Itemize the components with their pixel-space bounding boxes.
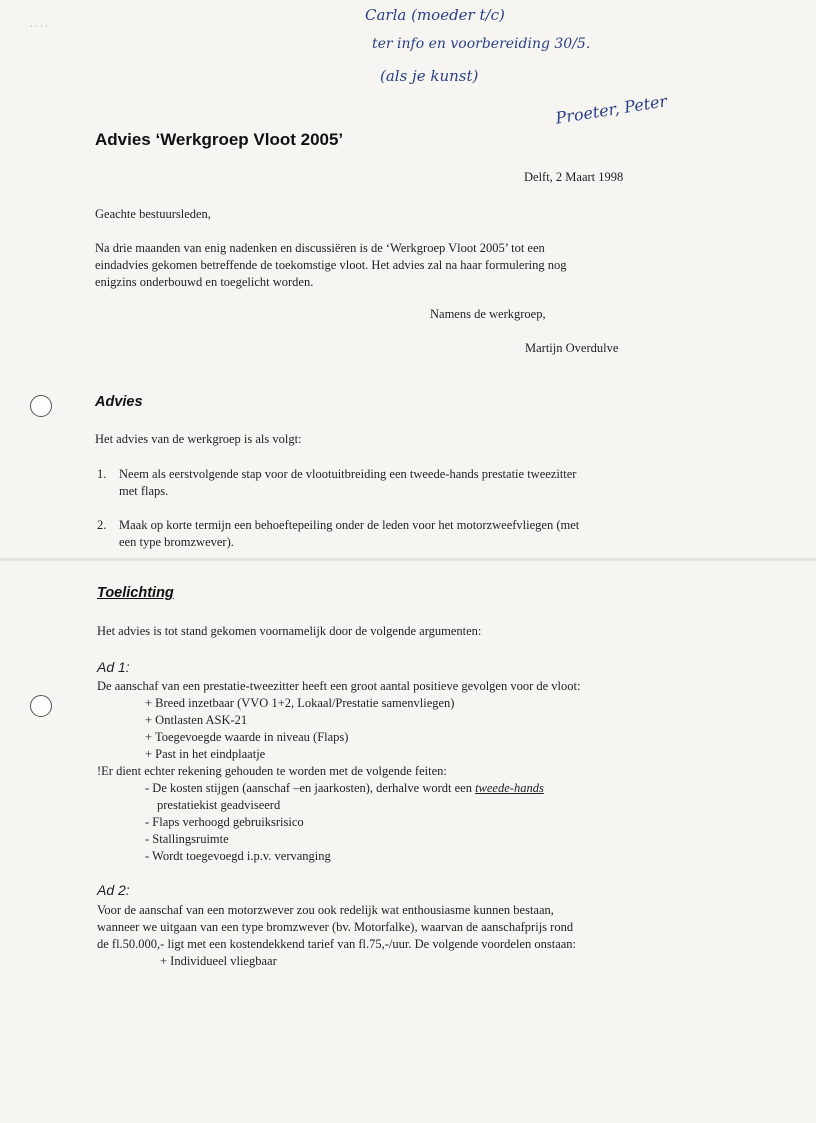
advies-item-line: met flaps. bbox=[119, 484, 169, 498]
ad2-line-3: de fl.50.000,- ligt met een kostendekkend tarief van fl.75,-/uur. De volgende voordelen onstaan: bbox=[97, 937, 577, 951]
advies-item-number: 1. bbox=[97, 467, 107, 481]
fact-emphasis: tweede-hands bbox=[475, 781, 544, 795]
ad2-line-1: Voor de aanschaf van een motorzwever zou ook redelijk wat enthousiasme kunnen bestaan, bbox=[97, 903, 554, 917]
handwritten-signature: Proeter, Peter bbox=[554, 91, 669, 128]
advies-item-2 bbox=[97, 517, 677, 551]
ad1-fact-costs bbox=[145, 780, 544, 797]
ad1-intro: De aanschaf van een prestatie-tweezitter heeft een groot aantal positieve gevolgen voor de vloot: bbox=[97, 679, 581, 693]
ad1-pro: + Ontlasten ASK-21 bbox=[145, 713, 248, 727]
author: Martijn Overdulve bbox=[525, 341, 619, 355]
date-line: Delft, 2 Maart 1998 bbox=[524, 170, 624, 184]
advies-item-line: een type bromzwever). bbox=[119, 535, 234, 549]
document-title: Advies ‘Werkgroep Vloot 2005’ bbox=[95, 130, 344, 149]
ad1-con: - Wordt toegevoegd i.p.v. vervanging bbox=[145, 849, 331, 863]
intro-line-2: eindadvies gekomen betreffende de toekomstige vloot. Het advies zal na haar formulering nog bbox=[95, 258, 567, 272]
toelichting-heading: Toelichting bbox=[97, 585, 174, 601]
handwritten-line-2: ter info en voorbereiding 30/5. bbox=[372, 36, 591, 52]
ad1-fact-costs-cont: prestatiekist geadviseerd bbox=[157, 798, 281, 812]
toelichting-intro: Het advies is tot stand gekomen voornamelijk door de volgende argumenten: bbox=[97, 624, 482, 638]
ad1-label: Ad 1: bbox=[97, 659, 130, 675]
corner-smudge: · · · · bbox=[30, 22, 48, 31]
ad1-pro: + Past in het eindplaatje bbox=[145, 747, 266, 761]
punch-hole-upper bbox=[30, 395, 52, 417]
advies-item-1 bbox=[97, 466, 677, 500]
advies-heading: Advies bbox=[95, 394, 143, 410]
paper-fold bbox=[0, 558, 816, 561]
ad1-con: - Stallingsruimte bbox=[145, 832, 229, 846]
closing: Namens de werkgroep, bbox=[430, 307, 546, 321]
advies-intro: Het advies van de werkgroep is als volgt: bbox=[95, 432, 302, 446]
punch-hole-lower bbox=[30, 695, 52, 717]
ad1-facts-intro: !Er dient echter rekening gehouden te worden met de volgende feiten: bbox=[97, 764, 447, 778]
advies-item-number: 2. bbox=[97, 518, 107, 532]
ad1-con: - Flaps verhoogd gebruiksrisico bbox=[145, 815, 304, 829]
advies-item-line: Neem als eerstvolgende stap voor de vlootuitbreiding een tweede-hands prestatie tweezitter bbox=[119, 467, 577, 481]
handwritten-line-3: (als je kunst) bbox=[380, 67, 479, 85]
fact-text: - De kosten stijgen (aanschaf –en jaarkosten), derhalve wordt een bbox=[145, 781, 476, 795]
ad2-line-2: wanneer we uitgaan van een type bromzwever (bv. Motorfalke), waarvan de aanschafprijs rond bbox=[97, 920, 574, 934]
ad2-label: Ad 2: bbox=[97, 882, 130, 898]
advies-item-line: Maak op korte termijn een behoeftepeiling onder de leden voor het motorzweefvliegen (met bbox=[119, 518, 580, 532]
salutation: Geachte bestuursleden, bbox=[95, 207, 211, 221]
ad2-pro: + Individueel vliegbaar bbox=[160, 954, 277, 968]
intro-line-3: enigzins onderbouwd en toegelicht worden. bbox=[95, 275, 314, 289]
ad1-pro: + Breed inzetbaar (VVO 1+2, Lokaal/Prestatie samenvliegen) bbox=[145, 696, 455, 710]
intro-line-1: Na drie maanden van enig nadenken en discussiëren is de ‘Werkgroep Vloot 2005’ tot een bbox=[95, 241, 545, 255]
handwritten-line-1: Carla (moeder t/c) bbox=[365, 6, 505, 24]
ad1-pro: + Toegevoegde waarde in niveau (Flaps) bbox=[145, 730, 349, 744]
